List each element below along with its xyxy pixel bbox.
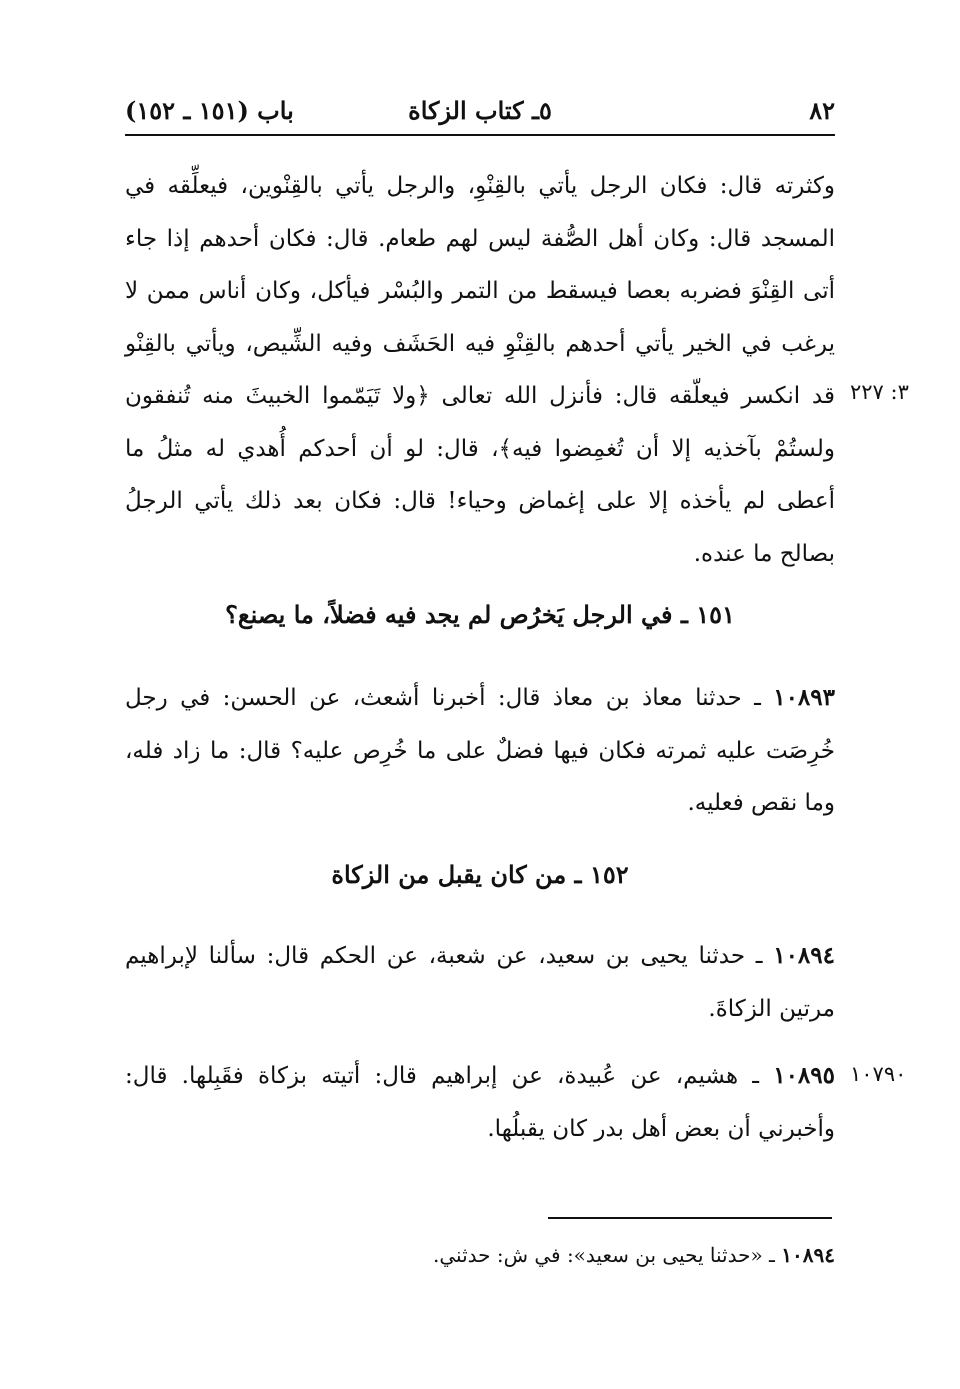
hadith-number: ١٠٨٩٥ <box>773 1062 835 1089</box>
hadith-text: ـ حدثنا معاذ بن معاذ قال: أخبرنا أشعث، عن الحسن: في رجل خُرِصَت عليه ثمرته فكان فيها فضلٌ على ما خُرِص عليه؟ قال: ما زاد فله، وما نقص فعليه. <box>125 685 835 816</box>
footnote-text: ـ «حدثنا يحيى بن سعيد»: في ش: حدثني. <box>433 1243 782 1267</box>
book-title: ٥ـ كتاب الزكاة <box>408 96 552 125</box>
footnote <box>125 1237 835 1273</box>
paragraph: وكثرته قال: فكان الرجل يأتي بالقِنْوِ، والرجل يأتي بالقِنْوين، فيعلِّقه في المسجد قال: وكان أهل الصُّفة ليس لهم طعام. قال: فكان أحدهم إذا جاء أتى القِنْوَ فضربه بعصا فيسقط من التمر والبُسْر فيأكل، وكان أناس ممن لا يرغب في الخير يأتي أحدهم بالقِنْوِ فيه الحَشَف وفيه الشِّيص، ويأتي بالقِنْو قد انكسر فيعلّقه قال: فأنزل الله تعالى ﴿ولا تَيَمّموا الخبيثَ منه تُنفقون ولستُمْ بآخذيه إلا أن تُغمِضوا فيه﴾، قال: لو أن أحدكم أُهدي له مثلُ ما أعطى لم يأخذه إلا على إغماض وحياء! قال: فكان بعد ذلك يأتي الرجلُ بصالح ما عنده. <box>125 173 835 567</box>
hadith-number: ١٠٨٩٣ <box>773 684 835 711</box>
hadith-paragraph <box>125 1050 835 1155</box>
hadith-paragraph <box>125 930 835 1035</box>
header-rule <box>125 134 835 136</box>
footnote-rule <box>548 1217 832 1219</box>
margin-reference: ١٠٧٩٠ <box>850 1062 907 1086</box>
margin-reference: ٣: ٢٢٧ <box>850 380 909 404</box>
footnote-number: ١٠٨٩٤ <box>781 1243 835 1267</box>
chapter-range: باب (١٥١ ـ ١٥٢) <box>125 96 294 125</box>
section-heading: ١٥١ ـ في الرجل يَخرُص لم يجد فيه فضلاً، ما يصنع؟ <box>225 600 735 629</box>
section-heading: ١٥٢ ـ من كان يقبل من الزكاة <box>331 860 629 889</box>
hadith-paragraph <box>125 672 835 830</box>
page-number: ٨٢ <box>809 96 835 125</box>
hadith-number: ١٠٨٩٤ <box>773 942 835 969</box>
hadith-text: ـ حدثنا يحيى بن سعيد، عن شعبة، عن الحكم قال: سألنا لإبراهيم مرتين الزكاةَ. <box>125 943 835 1022</box>
page-header <box>125 88 835 138</box>
hadith-text: ـ هشيم، عن عُبيدة، عن إبراهيم قال: أتيته بزكاة فقَبِلها. قال: وأخبرني أن بعض أهل بدر كان يقبلُها. <box>125 1063 835 1142</box>
